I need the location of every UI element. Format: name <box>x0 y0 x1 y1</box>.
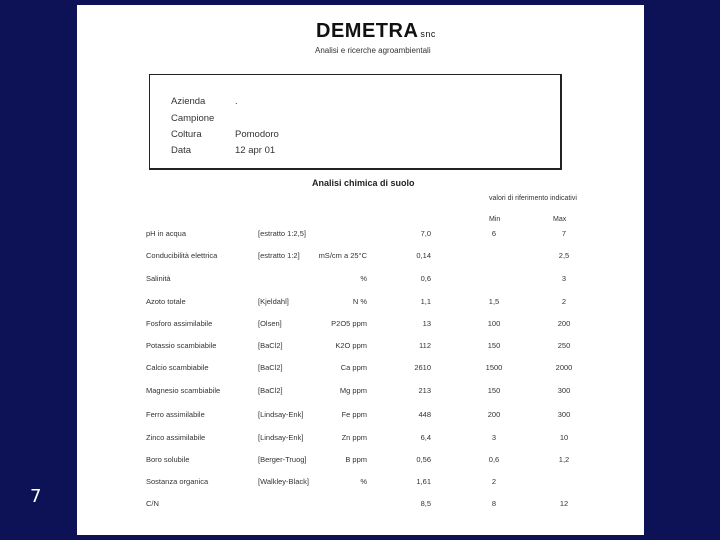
param-name: Ferro assimilabile <box>146 410 205 419</box>
param-method: [Lindsay-Enk] <box>258 410 304 419</box>
param-max: 2000 <box>555 363 573 372</box>
info-label: Campione <box>171 113 215 124</box>
table-row <box>77 319 644 333</box>
param-name: Boro solubile <box>146 455 190 464</box>
param-max: 7 <box>561 229 567 238</box>
table-row <box>77 341 644 355</box>
param-min: 100 <box>487 319 501 328</box>
param-name: Calcio scambiabile <box>146 363 209 372</box>
company-logo <box>316 20 436 43</box>
param-unit: % <box>360 477 367 486</box>
reference-values-header: valori di riferimento indicativi <box>489 195 577 202</box>
slide-number: 7 <box>30 486 42 507</box>
param-max: 250 <box>557 341 571 350</box>
param-method: [BaCl2] <box>258 363 283 372</box>
param-value: 2610 <box>414 363 431 372</box>
param-min: 1,5 <box>488 297 500 306</box>
table-row <box>77 433 644 447</box>
table-row <box>77 229 644 243</box>
param-max: 10 <box>559 433 569 442</box>
info-value: . <box>235 96 238 107</box>
info-label: Azienda <box>171 96 206 107</box>
table-row <box>77 363 644 377</box>
param-max: 1,2 <box>558 455 570 464</box>
param-method: [Kjeldahl] <box>258 297 289 306</box>
param-value: 112 <box>419 341 431 350</box>
param-method: [BaCl2] <box>258 386 283 395</box>
table-row <box>77 410 644 424</box>
company-subtitle: Analisi e ricerche agroambientali <box>315 46 431 55</box>
table-row <box>77 297 644 311</box>
param-unit: Fe ppm <box>341 410 367 419</box>
param-name: C/N <box>146 499 159 508</box>
param-unit: B ppm <box>345 455 367 464</box>
param-value: 0,6 <box>420 274 431 283</box>
info-label: Coltura <box>171 129 202 140</box>
param-value: 13 <box>422 319 431 328</box>
param-min: 0,6 <box>488 455 500 464</box>
param-max: 300 <box>557 386 571 395</box>
param-min: 2 <box>491 477 497 486</box>
info-row-azienda <box>171 96 238 107</box>
param-max: 2,5 <box>558 251 570 260</box>
document-page <box>77 5 644 535</box>
param-name: Salinità <box>146 274 171 283</box>
table-row <box>77 477 644 491</box>
param-value: 8,5 <box>420 499 431 508</box>
col-header-max: Max <box>553 216 567 223</box>
param-value: 0,14 <box>416 251 431 260</box>
param-unit: mS/cm a 25°C <box>318 251 367 260</box>
param-unit: % <box>360 274 367 283</box>
param-max: 300 <box>557 410 571 419</box>
param-unit: P2O5 ppm <box>331 319 367 328</box>
col-header-min: Min <box>489 216 501 223</box>
param-unit: Mg ppm <box>339 386 367 395</box>
table-row <box>77 251 644 265</box>
table-row <box>77 499 644 513</box>
param-name: Sostanza organica <box>146 477 209 486</box>
param-name: Conducibilità elettrica <box>146 251 218 260</box>
param-min: 1500 <box>485 363 503 372</box>
param-value: 213 <box>418 386 431 395</box>
param-value: 7,0 <box>420 229 431 238</box>
info-label: Data <box>171 145 192 156</box>
param-name: Potassio scambiabile <box>146 341 217 350</box>
param-min: 3 <box>491 433 497 442</box>
info-value: Pomodoro <box>235 129 279 140</box>
table-row <box>77 274 644 288</box>
param-min: 6 <box>491 229 497 238</box>
param-unit: Ca ppm <box>340 363 367 372</box>
info-value: 12 apr 01 <box>235 145 276 156</box>
info-row-coltura <box>171 129 279 140</box>
param-unit: Zn ppm <box>341 433 367 442</box>
param-value: 0,56 <box>416 455 431 464</box>
info-row-data <box>171 145 275 156</box>
table-row <box>77 386 644 400</box>
param-method: [Berger-Truog] <box>258 455 307 464</box>
param-max: 3 <box>561 274 567 283</box>
param-min: 200 <box>487 410 501 419</box>
param-value: 1,61 <box>416 477 431 486</box>
param-max: 12 <box>559 499 569 508</box>
param-value: 448 <box>418 410 431 419</box>
param-value: 1,1 <box>420 297 431 306</box>
section-title: Analisi chimica di suolo <box>312 178 415 188</box>
param-min: 8 <box>491 499 497 508</box>
param-unit: K2O ppm <box>335 341 367 350</box>
param-value: 6,4 <box>420 433 431 442</box>
param-method: [estratto 1:2] <box>258 251 300 260</box>
param-method: [Olsen] <box>258 319 282 328</box>
param-min: 150 <box>487 341 501 350</box>
param-method: [Lindsay-Enk] <box>258 433 304 442</box>
param-name: Zinco assimilabile <box>146 433 206 442</box>
param-min: 150 <box>487 386 501 395</box>
info-row-campione <box>171 113 235 124</box>
brand-name: DEMETRA <box>316 20 419 42</box>
param-max: 2 <box>561 297 567 306</box>
param-name: Magnesio scambiabile <box>146 386 221 395</box>
param-name: pH in acqua <box>146 229 187 238</box>
brand-suffix: snc <box>420 29 436 39</box>
param-method: [BaCl2] <box>258 341 283 350</box>
param-name: Fosforo assimilabile <box>146 319 213 328</box>
param-method: [Walkley-Black] <box>258 477 309 486</box>
param-method: [estratto 1:2,5] <box>258 229 306 238</box>
param-name: Azoto totale <box>146 297 186 306</box>
table-row <box>77 455 644 469</box>
param-max: 200 <box>557 319 571 328</box>
param-unit: N % <box>352 297 367 306</box>
